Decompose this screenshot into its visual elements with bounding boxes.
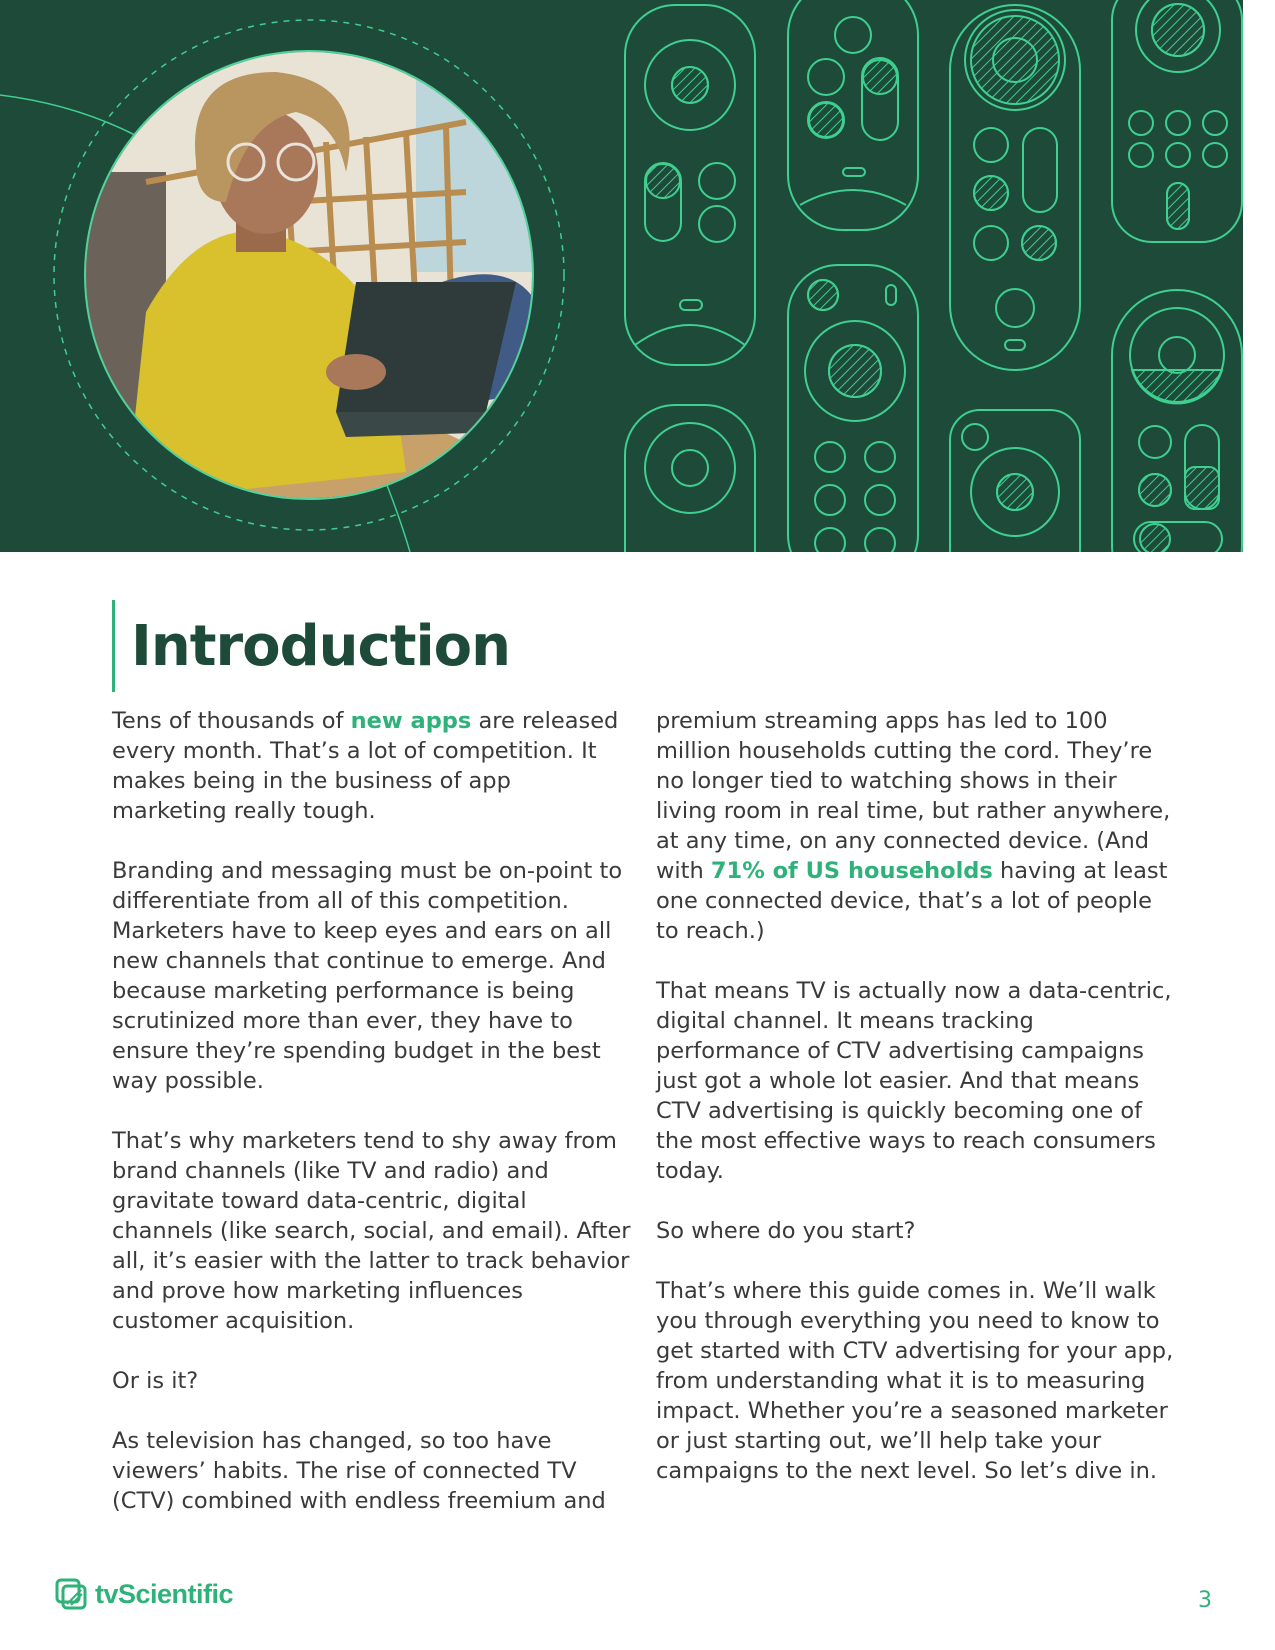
- logo-text: tvScientific: [95, 1578, 234, 1609]
- right-column: [656, 706, 1176, 1516]
- paragraph: That’s where this guide comes in. We’ll walk you through everything you need to know to get started with CTV advertising for your app, from understanding what it is to measuring impact. Whether you’re a seasoned marketer or just starting out, we’ll help take your campaigns to the next level. So let’s dive in.: [656, 1278, 1174, 1484]
- tvscientific-logo-icon: [55, 1578, 87, 1610]
- paragraph: Branding and messaging must be on-point to differentiate from all of this competition. Marketers have to keep eyes and ears on all new channels that continue to emerge. And because marketing performance is being scrutinized more than ever, they have to ensure they’re spending budget in the best way possible.: [112, 858, 623, 1094]
- paragraph: That means TV is actually now a data-centric, digital channel. It means tracking performance of CTV advertising campaigns just got a whole lot easier. And that means CTV advertising is quickly becoming one of the most effective ways to reach consumers today.: [656, 978, 1172, 1184]
- hero-banner: [0, 0, 1275, 552]
- paragraph: As television has changed, so too have viewers’ habits. The rise of connected TV (CTV) combined with endless freemium and: [112, 1428, 606, 1514]
- text: are released every month. That’s a lot of competition. It makes being in the business of app marketing really tough.: [112, 708, 619, 824]
- paragraph: [112, 706, 632, 826]
- page-number: 3: [1198, 1588, 1212, 1613]
- us-households-highlight[interactable]: 71% of US households: [710, 858, 993, 884]
- new-apps-link[interactable]: new apps: [350, 708, 472, 734]
- paragraph: Or is it?: [112, 1368, 199, 1394]
- page-title: Introduction: [131, 613, 511, 679]
- paragraph: So where do you start?: [656, 1218, 916, 1244]
- left-column: [112, 706, 632, 1546]
- text: premium streaming apps has led to 100 million households cutting the cord. They’re no longer tied to watching shows in their living room in real time, but rather anywhere, at any time, on any connected device. (And with: [656, 708, 1171, 884]
- woman-with-tablet-photo: [84, 50, 534, 500]
- section-heading: [112, 600, 510, 692]
- text: Tens of thousands of: [112, 708, 351, 734]
- paragraph: [656, 706, 1176, 946]
- text: having at least one connected device, that’s a lot of people to reach.): [656, 858, 1168, 944]
- paragraph: That’s why marketers tend to shy away from brand channels (like TV and radio) and gravitate toward data-centric, digital channels (like search, social, and email). After all, it’s easier with the latter to track behavior and prove how marketing influences customer acquisition.: [112, 1128, 631, 1334]
- right-margin-band: [1243, 0, 1275, 552]
- tvscientific-logo: [55, 1578, 233, 1610]
